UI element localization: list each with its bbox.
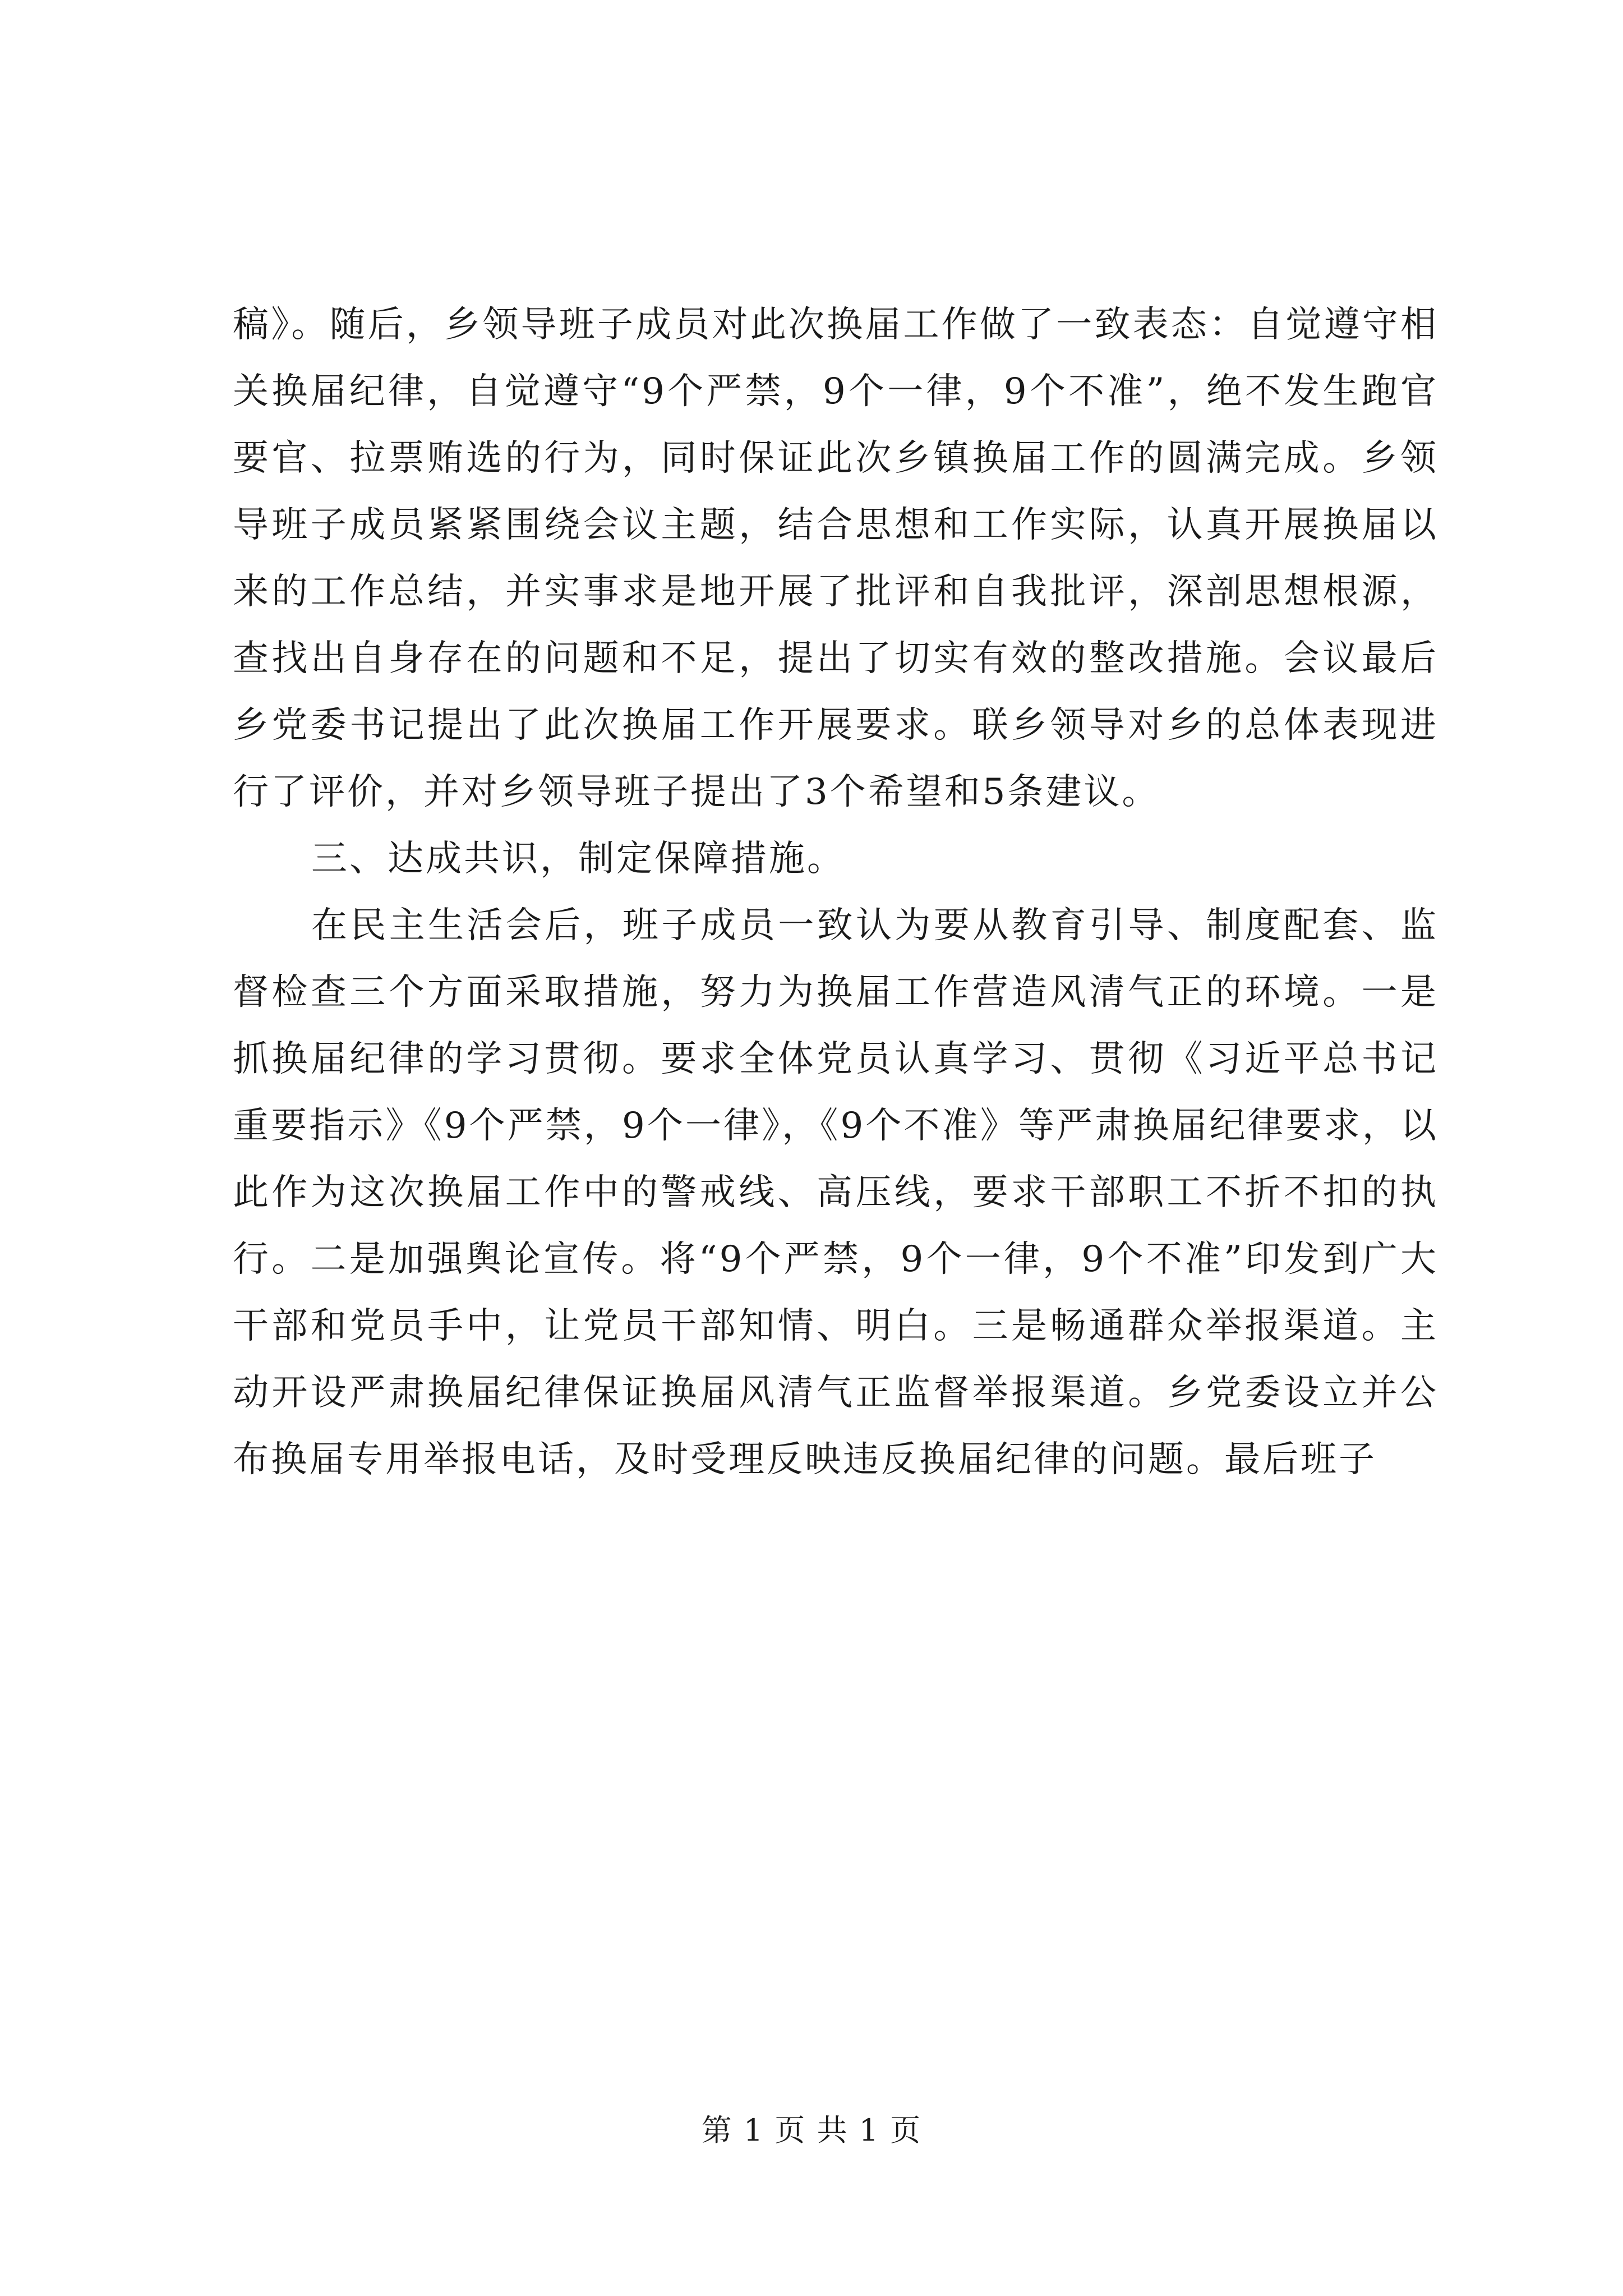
- section-heading: 三、达成共识，制定保障措施。: [311, 838, 845, 880]
- page-number-footer: 第 1 页 共 1 页: [701, 2113, 922, 2148]
- paragraph-continuation: 稿》。随后，乡领导班子成员对此次换届工作做了一致表态：自觉遵守相关换届纪律，自觉遵守“9个严禁，9个一律，9个不准”，绝不发生跑官要官、拉票贿选的行为，同时保证此次乡镇换届工作的圆满完成。乡领导班子成员紧紧围绕会议主题，结合思想和工作实际，认真开展换届以来的工作总结，并实事求是地开展了批评和自我批评，深剖思想根源，查找出自身存在的问题和不足，提出了切实有效的整改措施。会议最后乡党委书记提出了此次换届工作开展要求。联乡领导对乡的总体表现进行了评价，并对乡领导班子提出了3个希望和5条建议。: [233, 304, 1438, 813]
- document-body: [233, 292, 1438, 1493]
- paragraph-section-body: 在民主生活会后，班子成员一致认为要从教育引导、制度配套、监督检查三个方面采取措施，努力为换届工作营造风清气正的环境。一是抓换届纪律的学习贯彻。要求全体党员认真学习、贯彻《习近平总书记重要指示》《9个严禁，9个一律》，《9个不准》等严肃换届纪律要求，以此作为这次换届工作中的警戒线、高压线，要求干部职工不折不扣的执行。二是加强舆论宣传。将“9个严禁，9个一律，9个不准”印发到广大干部和党员手中，让党员干部知情、明白。三是畅通群众举报渠道。主动开设严肃换届纪律保证换届风清气正监督举报渠道。乡党委设立并公布换届专用举报电话，及时受理反映违反换届纪律的问题。最后班子: [233, 905, 1438, 1480]
